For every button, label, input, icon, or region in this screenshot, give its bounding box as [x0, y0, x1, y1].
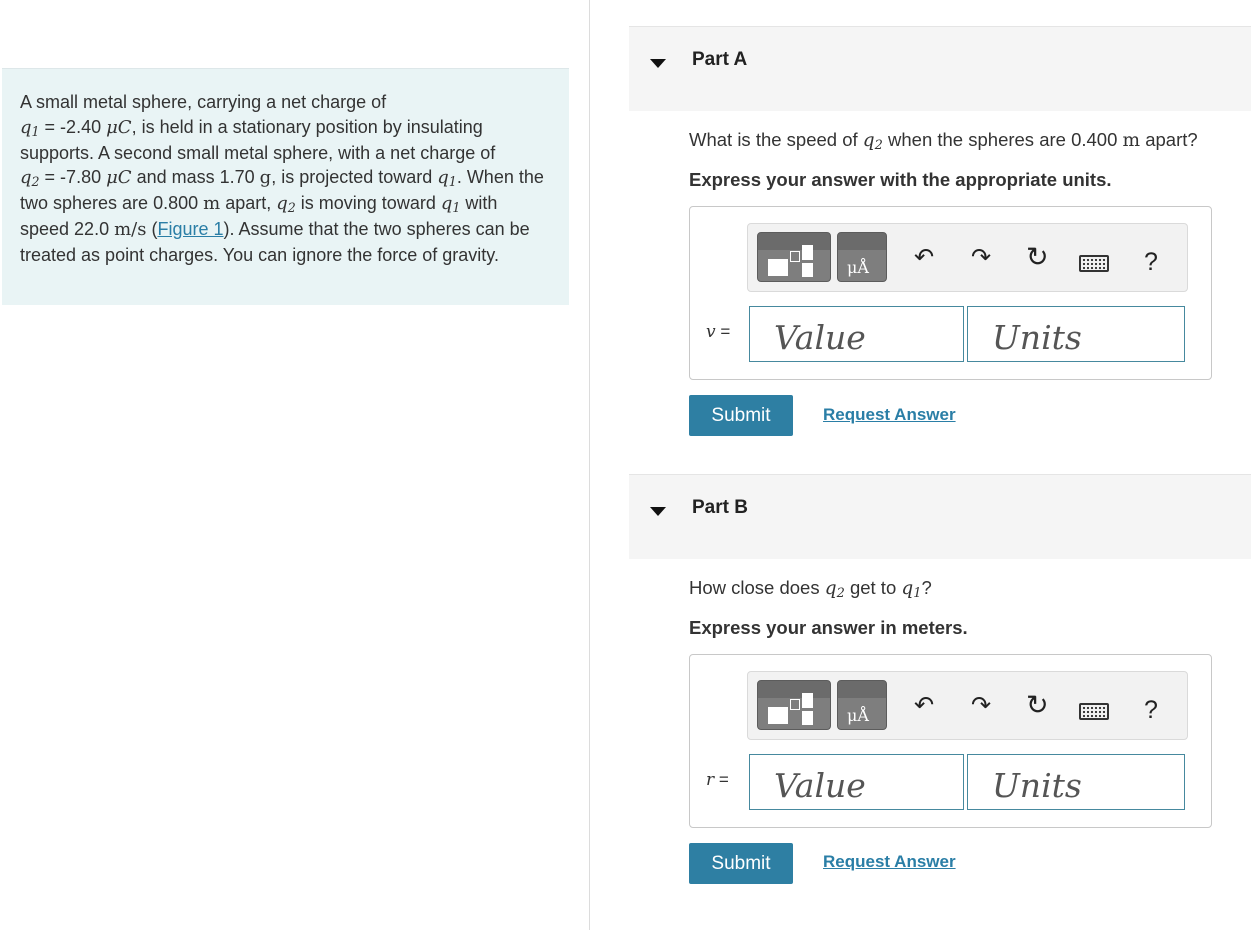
keyboard-icon[interactable] [1079, 255, 1109, 272]
q2-symbol: $q_2$ [276, 193, 296, 216]
redo-icon[interactable]: ↷ [971, 692, 992, 719]
submit-button[interactable]: Submit [689, 395, 793, 436]
collapse-caret-icon[interactable] [650, 507, 666, 516]
units-input[interactable] [967, 306, 1185, 362]
figure-1-link[interactable]: Figure 1 [157, 218, 224, 239]
reset-icon[interactable]: ↻ [1026, 690, 1049, 720]
problem-text: = -7.80 [39, 167, 107, 188]
unit-meters-per-second: m/s [114, 218, 147, 240]
unit-microcoulomb: μC [106, 167, 132, 189]
value-input[interactable] [749, 754, 964, 810]
template-fraction-top-icon [802, 245, 813, 260]
problem-statement [2, 68, 569, 305]
request-answer-link[interactable]: Request Answer [823, 852, 956, 871]
math-toolbar [747, 671, 1188, 740]
units-input[interactable] [967, 754, 1185, 810]
problem-text: apart, [220, 193, 277, 214]
template-fraction-bottom-icon [802, 711, 813, 725]
q2-symbol: $q_2$ [20, 167, 40, 190]
unit-meter: m [203, 193, 221, 215]
problem-text: with speed 22.0 [20, 193, 498, 239]
unit-microcoulomb: μC [106, 116, 132, 138]
q1-symbol: $q_1$ [437, 167, 457, 190]
undo-icon[interactable]: ↶ [914, 244, 935, 271]
problem-text: ( [146, 218, 158, 239]
problem-text: . When the two spheres are 0.800 [20, 167, 544, 214]
part-b-instruction: Express your answer in meters. [689, 617, 968, 638]
unit-gram: g [259, 167, 272, 189]
help-icon[interactable]: ? [1144, 248, 1158, 276]
math-toolbar [747, 223, 1188, 292]
templates-button[interactable] [757, 232, 831, 282]
problem-text: = -2.40 [39, 116, 107, 137]
value-input[interactable] [749, 306, 964, 362]
reset-icon[interactable]: ↻ [1026, 242, 1049, 272]
help-icon[interactable]: ? [1144, 696, 1158, 724]
variable-label: v = [706, 322, 731, 342]
part-a-title: Part A [692, 49, 748, 70]
variable-label: r = [706, 770, 729, 790]
part-a-instruction: Express your answer with the appropriate units. [689, 169, 1112, 190]
keyboard-icon[interactable] [1079, 703, 1109, 720]
q1-symbol: $q_1$ [440, 193, 461, 216]
problem-text: is moving toward [295, 193, 441, 214]
part-a-answer-box [689, 206, 1212, 380]
units-button[interactable] [837, 680, 887, 730]
problem-text: ). Assume that the two spheres can be treated as point charges. You can ignore the force of gravity. [20, 218, 530, 265]
problem-text: , is held in a stationary position by insulating supports. A second small metal sphere, with a net charge of [20, 116, 496, 163]
column-divider [589, 0, 590, 930]
template-block-icon [768, 259, 788, 276]
template-fraction-top-icon [802, 693, 813, 708]
template-small-box-icon [790, 251, 800, 262]
submit-button[interactable]: Submit [689, 843, 793, 884]
part-b-header[interactable] [629, 474, 1251, 559]
problem-text: , is projected toward [271, 167, 438, 188]
units-icon: μÅ [847, 258, 869, 277]
template-block-icon [768, 707, 788, 724]
problem-text: A small metal sphere, carrying a net charge of [20, 92, 387, 112]
templates-button[interactable] [757, 680, 831, 730]
template-fraction-bottom-icon [802, 263, 813, 277]
collapse-caret-icon[interactable] [650, 59, 666, 68]
part-a-question: What is the speed of $q_2$ when the spheres are 0.400 m apart? [689, 129, 1198, 153]
part-b-answer-box [689, 654, 1212, 828]
redo-icon[interactable]: ↷ [971, 244, 992, 271]
part-a-header[interactable] [629, 26, 1251, 111]
request-answer-link[interactable]: Request Answer [823, 405, 956, 424]
problem-text: and mass 1.70 [131, 167, 260, 188]
template-small-box-icon [790, 699, 800, 710]
undo-icon[interactable]: ↶ [914, 692, 935, 719]
units-icon: μÅ [847, 706, 869, 725]
units-button[interactable] [837, 232, 887, 282]
q1-symbol: $q_1$ [20, 116, 40, 139]
part-b-title: Part B [692, 497, 748, 518]
part-b-question: How close does $q_2$ get to $q_1$? [689, 577, 932, 601]
